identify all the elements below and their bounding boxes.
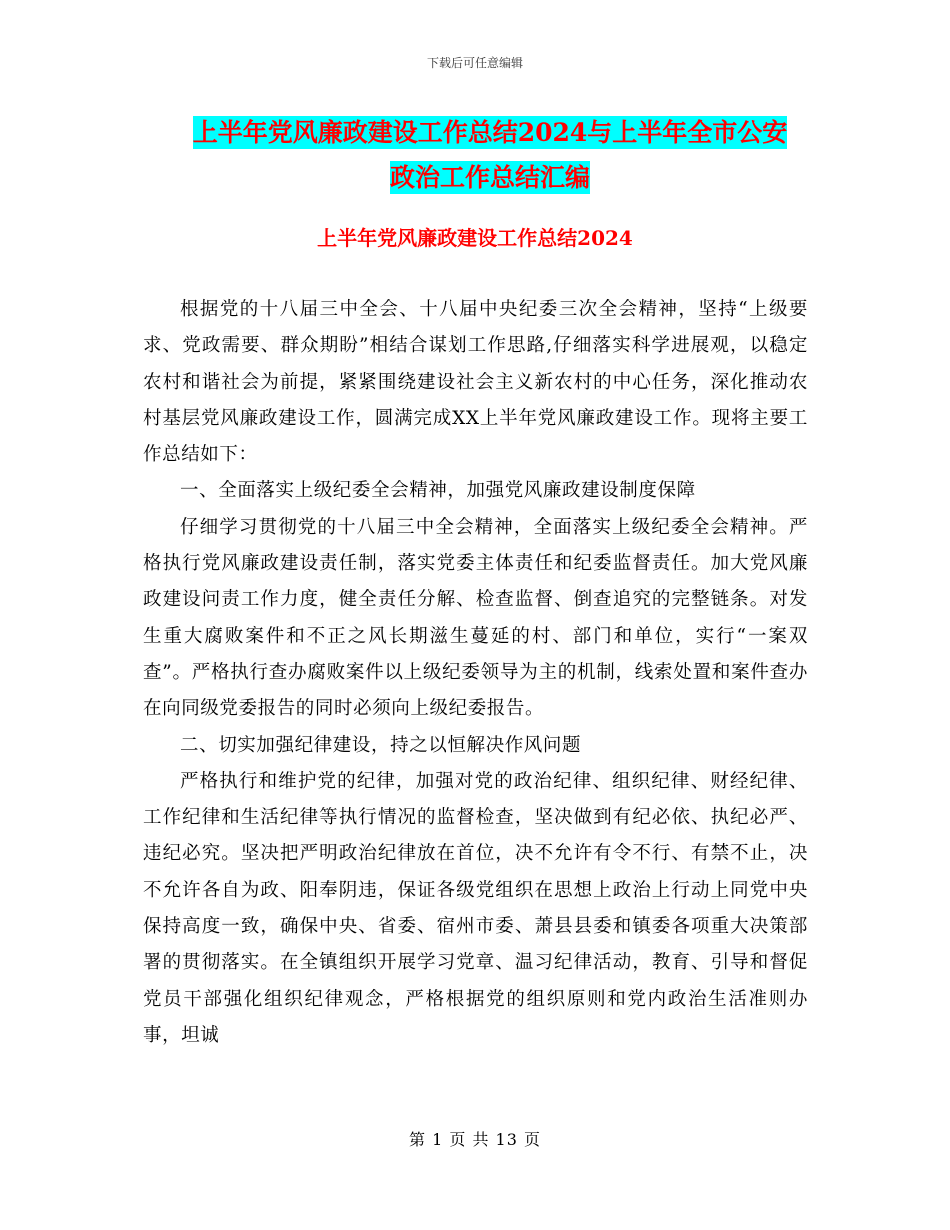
title-highlight-1: 上半年党风廉政建设工作总结2024与上半年全市公安 — [192, 118, 788, 147]
document-title-line-2 — [140, 155, 840, 200]
heading-section-1: 一、全面落实上级纪委全会精神，加强党风廉政建设制度保障 — [180, 480, 696, 502]
paragraph-intro: 根据党的十八届三中全会、十八届中央纪委三次全会精神，坚持“上级要求、党政需要、群众期盼”相结合谋划工作思路,仔细落实科学进展观，以稳定农村和谐社会为前提，紧紧围绕建设社会主义新农村的中心任务，深化推动农村基层党风廉政建设工作，圆满完成XX上半年党风廉政建设工作。现将主要工作总结如下： — [143, 299, 808, 466]
document-title — [140, 110, 840, 200]
document-body — [143, 292, 808, 1054]
paragraph-section-2: 严格执行和维护党的纪律，加强对党的政治纪律、组织纪律、财经纪律、工作纪律和生活纪律等执行情况的监督检查，坚决做到有纪必依、执纪必严、违纪必究。坚决把严明政治纪律放在首位，决不允许有令不行、有禁不止，决不允许各自为政、阳奉阴违，保证各级党组织在思想上政治上行动上同党中央保持高度一致，确保中央、省委、宿州市委、萧县县委和镇委各项重大决策部署的贯彻落实。在全镇组织开展学习党章、温习纪律活动，教育、引导和督促党员干部强化组织纪律观念，严格根据党的组织原则和党内政治生活准则办事，坦诚 — [143, 770, 808, 1046]
heading-section-2: 二、切实加强纪律建设，持之以恒解决作风问题 — [180, 734, 582, 756]
header-note: 下载后可任意编辑 — [426, 56, 523, 70]
document-title-line-1 — [140, 110, 840, 155]
paragraph-section-1: 仔细学习贯彻党的十八届三中全会精神，全面落实上级纪委全会精神。严格执行党风廉政建设责任制，落实党委主体责任和纪委监督责任。加大党风廉政建设问责工作力度，健全责任分解、检查监督、倒查追究的完整链条。对发生重大腐败案件和不正之风长期滋生蔓延的村、部门和单位，实行“一案双查”。严格执行查办腐败案件以上级纪委领导为主的机制，线索处置和案件查办在向同级党委报告的同时必须向上级纪委报告。 — [143, 516, 808, 720]
section-title: 上半年党风廉政建设工作总结2024 — [317, 226, 633, 250]
title-highlight-2: 政治工作总结汇编 — [389, 163, 590, 192]
page-number-footer: 第 1 页 共 13 页 — [409, 1130, 541, 1149]
